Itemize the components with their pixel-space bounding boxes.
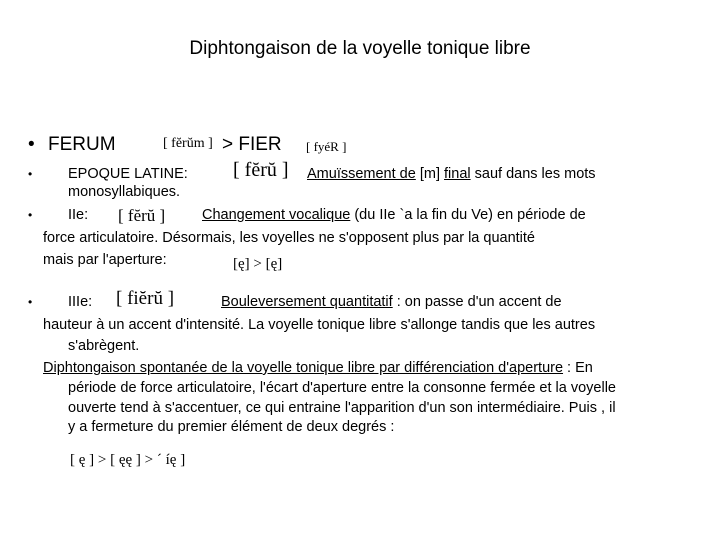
text-run: [m] — [415, 166, 445, 182]
paragraph-line: y a fermeture du premier élément de deux degrés : — [68, 419, 395, 435]
text-run: : En — [563, 360, 593, 376]
underlined-term: final — [444, 166, 471, 182]
item-text — [307, 164, 596, 184]
bullet: • — [28, 295, 33, 309]
item-text-continuation: s'abrègent. — [68, 338, 140, 354]
phonetic-transcription: [ fiĕrŭ ] — [116, 288, 175, 309]
paragraph-line: période de force articulatoire, l'écart d'aperture entre la consonne fermée et la voyelle — [68, 380, 616, 396]
item-text-continuation: force articulatoire. Désormais, les voyelles ne s'opposent plus par la quantité — [43, 230, 535, 246]
phonetic-transcription-result: [ fyéR ] — [306, 139, 347, 154]
text-run: : on passe d'un accent de — [392, 294, 562, 310]
underlined-term: Bouleversement quantitatif — [221, 294, 393, 310]
item-text — [221, 292, 562, 312]
latin-word: FERUM — [48, 134, 116, 155]
slide-title: Diphtongaison de la voyelle tonique libre — [189, 38, 531, 59]
phonetic-formula: [ę] > [ę] — [233, 256, 283, 272]
bullet: • — [28, 208, 33, 222]
period-label: EPOQUE LATINE: — [68, 166, 188, 182]
paragraph-first-line — [43, 358, 593, 378]
phonetic-transcription: [ fĕrŭ ] — [118, 206, 166, 225]
underlined-heading: Diphtongaison spontanée de la voyelle tonique libre par différenciation d'aperture — [43, 360, 564, 376]
period-label: IIIe: — [68, 294, 93, 310]
item-text — [202, 205, 586, 225]
phonetic-transcription: [ fĕrŭm ] — [163, 136, 213, 151]
underlined-term: Changement vocalique — [202, 207, 351, 223]
period-label: IIe: — [68, 207, 89, 223]
paragraph-line: ouverte tend à s'accentuer, ce qui entraine l'apparition d'un son intermédiaire. Puis , il — [68, 400, 616, 416]
underlined-term: Amuïssement de — [307, 166, 416, 182]
item-text-continuation: hauteur à un accent d'intensité. La voyelle tonique libre s'allonge tandis que les autres — [43, 317, 596, 333]
evolution-arrow-text: > FIER — [222, 134, 282, 155]
text-run: (du IIe `a la fin du Ve) en période de — [350, 207, 586, 223]
bullet: • — [28, 167, 33, 181]
item-text-continuation: mais par l'aperture: — [43, 252, 167, 268]
phonetic-formula: [ ę ] > [ ęę ] > ´ íę ] — [70, 452, 186, 468]
bullet: • — [28, 134, 35, 155]
text-run: sauf dans les mots — [470, 166, 596, 182]
phonetic-transcription: [ fĕrŭ ] — [233, 159, 289, 181]
item-text-continuation: monosyllabiques. — [68, 184, 181, 200]
